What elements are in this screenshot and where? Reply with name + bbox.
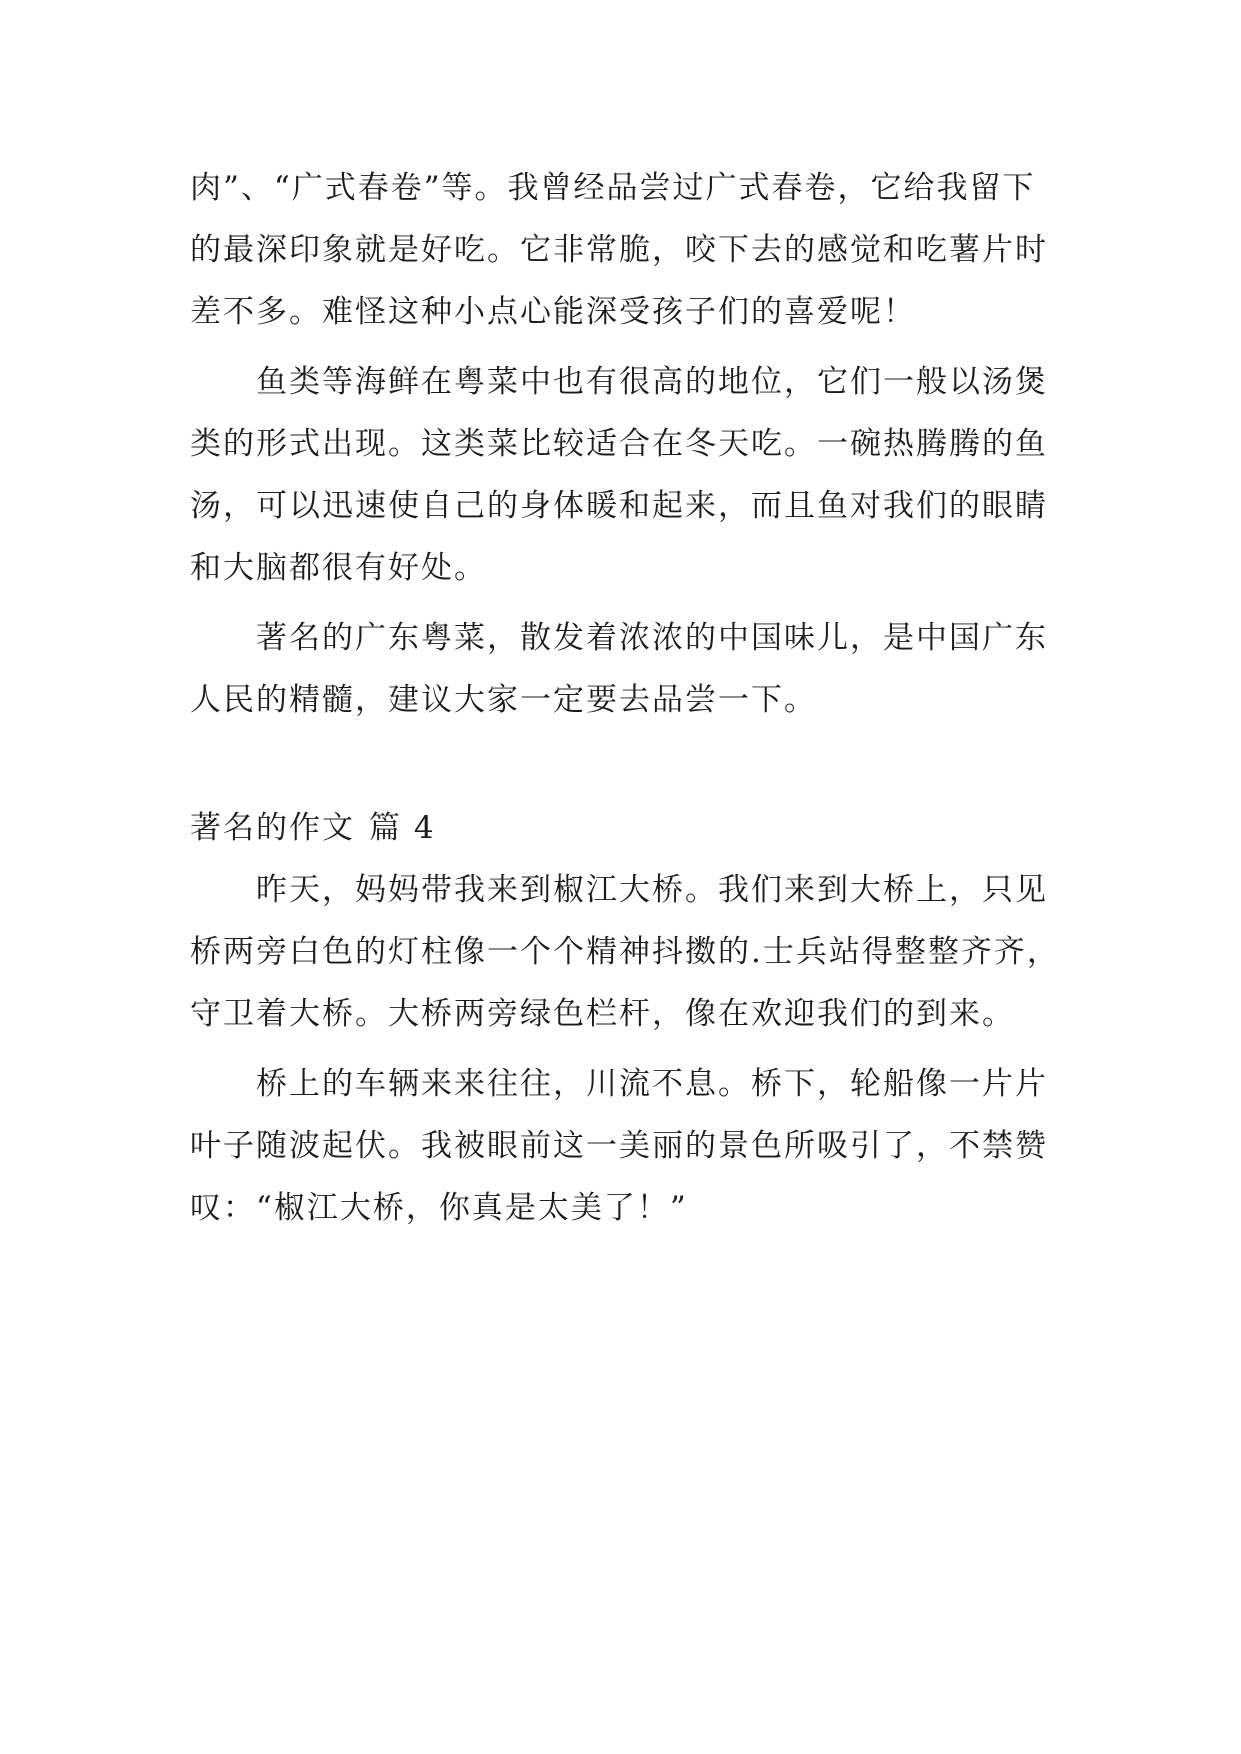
section-title-text: 著名的作文: [190, 810, 355, 846]
paragraph-5: [190, 1053, 1070, 1239]
paragraph-3: [190, 607, 1070, 731]
text-line: 鱼类等海鲜在粤菜中也有很高的地位，它们一般以汤煲: [256, 364, 1048, 400]
section-heading: [190, 797, 1070, 859]
paragraph-2: [190, 351, 1070, 607]
paragraph-1: [190, 157, 1070, 351]
text-line: 类的形式出现。这类菜比较适合在冬天吃。一碗热腾腾的鱼: [190, 426, 1048, 462]
text-line: 桥两旁白色的灯柱像一个个精神抖擞的.士兵站得整整齐齐，: [190, 934, 1060, 970]
text-line: 叶子随波起伏。我被眼前这一美丽的景色所吸引了，不禁赞: [190, 1128, 1048, 1164]
text-line: 肉”、“广式春卷”等。我曾经品尝过广式春卷，它给我留下: [190, 170, 1036, 206]
text-line: 差不多。难怪这种小点心能深受孩子们的喜爱呢！: [190, 294, 916, 330]
text-line: 人民的精髓，建议大家一定要去品尝一下。: [190, 682, 817, 718]
text-line: 昨天，妈妈带我来到椒江大桥。我们来到大桥上，只见: [256, 872, 1048, 908]
section-number: 篇 4: [369, 810, 436, 846]
text-line: 守卫着大桥。大桥两旁绿色栏杆，像在欢迎我们的到来。: [190, 996, 1015, 1032]
document-body: [190, 157, 1070, 1239]
text-line: 的最深印象就是好吃。它非常脆，咬下去的感觉和吃薯片时: [190, 232, 1048, 268]
text-line: 桥上的车辆来来往往，川流不息。桥下，轮船像一片片: [256, 1066, 1048, 1102]
paragraph-4: [190, 859, 1070, 1053]
text-line: 和大脑都很有好处。: [190, 550, 487, 586]
text-line: 汤，可以迅速使自己的身体暖和起来，而且鱼对我们的眼睛: [190, 488, 1048, 524]
text-line: 叹：“椒江大桥，你真是太美了！”: [190, 1190, 688, 1226]
text-line: 著名的广东粤菜，散发着浓浓的中国味儿，是中国广东: [256, 620, 1048, 656]
